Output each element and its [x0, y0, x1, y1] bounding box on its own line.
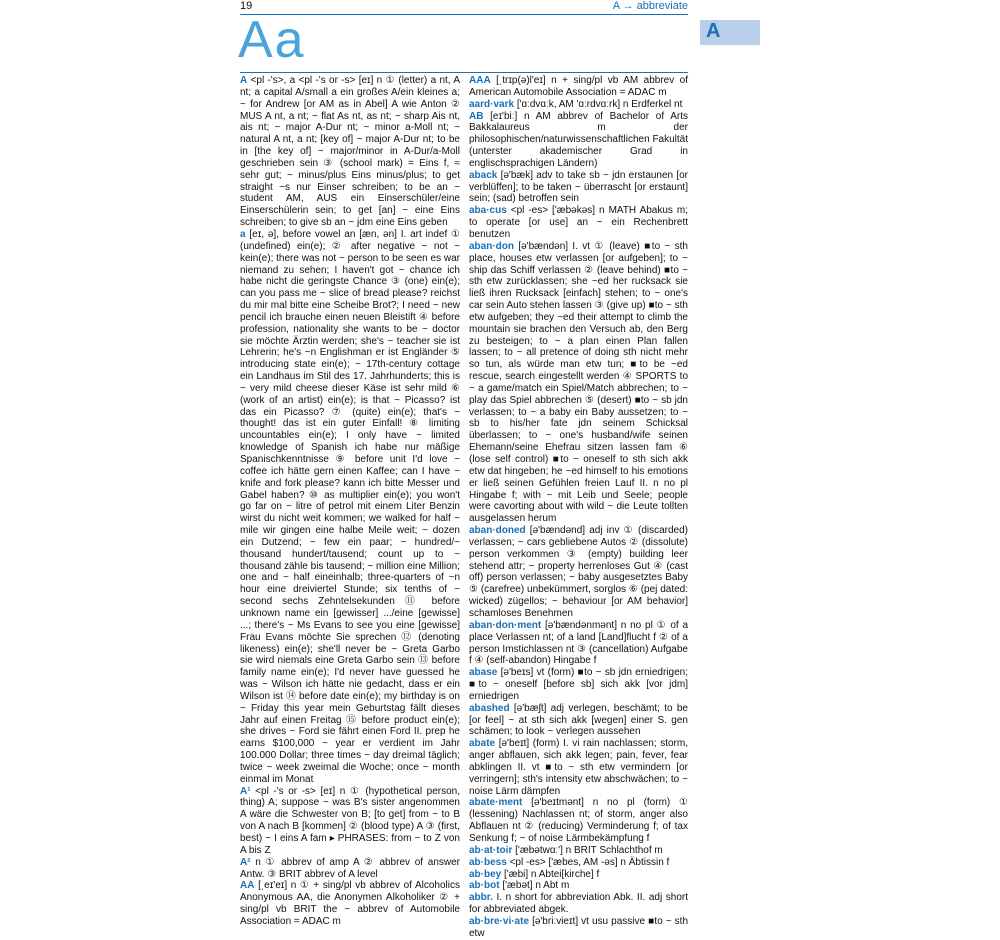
dictionary-entry — [469, 205, 688, 241]
dictionary-entry — [469, 916, 688, 940]
dictionary-entry — [469, 241, 688, 525]
page-number: 19 — [240, 0, 253, 12]
entry-text: [ə'beɪs] vt (form) ■to ~ sb jdn erniedrigen; ■to ~ oneself [before sb] sich akk [vor jdm] erniedrigen — [469, 667, 688, 702]
dictionary-entry — [469, 892, 688, 916]
headword: ab·bre·vi·ate — [469, 915, 530, 927]
dictionary-entry — [469, 845, 688, 857]
dictionary-entry — [469, 703, 688, 739]
entry-text: [eɪ'biː] n AM abbrev of Bachelor of Arts Bakkalaureus m der philosophischen/naturwissenschaftlichen Fakultät (unterster akademischer Grad in englischsprachigen Ländern) — [469, 110, 689, 169]
dictionary-entry — [469, 667, 688, 703]
headword: aback — [469, 169, 498, 181]
entry-text: <pl -'s>, a <pl -'s or -s> [eɪ] n ① (letter) a nt, A nt; a capital A/small a ein großes A/ein kleines a; ~ for Andrew [or AM as in Abel] A wie Anton ② MUS A nt, a nt; ~ flat As nt, as nt; ~ sharp Ais nt, ais nt; ~ major A-Dur nt; ~ minor a-Moll nt; ~ natural A nt, a nt; [key of] ~ major A-Dur nt; to be in [the key of] ~ major/minor in A-Dur/a-Moll geschrieben sein ③ (school mark) = Eins f, ≈ sehr gut; ~ minus/plus Eins minus/plus; to get straight ~s nur Einser schreiben; to be an ~ student AM, AUS ein Einserschüler/eine Einserschülerin sein; to get [an] ~ eine Eins schreiben; to give sb an ~ jdm eine Eins geben — [240, 75, 460, 229]
dictionary-entry — [240, 880, 460, 927]
entry-text: [ə'bændən] I. vt ① (leave) ■to ~ sth place, houses etw verlassen [or aufgeben]; to ~ ship das Schiff verlassen ② (leave behind) ■to ~ sth etw zurücklassen; she ~ed her rucksack sie ließ ihren Rucksack [einfach] stehen; to ~ one's car sein Auto stehen lassen ③ (give up) ■to ~ sth etw aufgeben; they ~ed their attempt to climb the mountain sie brachen den Versuch ab, den Berg zu besteigen; to ~ a plan einen Plan fallen lassen; to ~ all pretence of doing sth nicht mehr so tun, als würde man etw tun; ■to be ~ed rescue, search eingestellt werden ④ SPORTS to ~ a game/match ein Spiel/Match abbrechen; to ~ play das Spiel abbrechen ⑤ (desert) ■to ~ sb jdn verlassen; to ~ a baby ein Baby aussetzen; to ~ sb to his/her fate jdn seinem Schicksal überlassen; to ~ one's husband/wife seinen Ehemann/seine Ehefrau sitzen lassen fam ⑥ (lose self control) ■to ~ oneself to sth sich akk etw dat hingeben; he ~ed himself to his emotions er ließ seinen Gefühlen freien Lauf II. n no pl Hingabe f; with ~ mit Leib und Seele; people were cavorting about with wild ~ die Leute tollten ausgelassen herum — [469, 240, 688, 525]
headword: aba·cus — [469, 205, 507, 217]
headword: ab·bess — [469, 856, 507, 868]
headword: aban·doned — [469, 525, 526, 537]
dictionary-entry — [469, 111, 688, 170]
entry-text: ['æbətwɑː'] n BRIT Schlachthof m — [515, 844, 663, 856]
headword: a — [240, 228, 246, 240]
headword: abase — [469, 667, 498, 679]
headword: AA — [240, 880, 255, 892]
headword: ab·at·toir — [469, 844, 513, 856]
thumb-index-letter: A — [706, 20, 721, 42]
entry-text: [ˌtrɪp(ə)l'eɪ] n + sing/pl vb AM abbrev of American Automobile Association = ADAC m — [469, 75, 688, 98]
dictionary-entry — [469, 99, 688, 111]
section-letter: Aa — [238, 11, 306, 69]
dictionary-entry — [469, 869, 688, 881]
headword: ab·bey — [469, 868, 502, 880]
entry-text: [ˌeɪ'eɪ] n ① + sing/pl vb abbrev of Alcoholics Anonymous AA, die Anonymen Alkoholiker ② + sing/pl vb BRIT the ~ abbrev of Automobile Association = ADAC m — [240, 880, 460, 927]
dictionary-entry — [469, 797, 688, 844]
headword: aban·don·ment — [469, 619, 542, 631]
dictionary-entry — [469, 880, 688, 892]
headword: AB — [469, 110, 484, 122]
dictionary-entry — [469, 170, 688, 206]
entry-text: [ə'beɪtmənt] n no pl (form) ① (lessening) Nachlassen nt; of storm, anger also Abflauen nt ② (reducing) Verminderung f; of tax Senkung f; ~ of noise Lärmbekämpfung f — [469, 797, 688, 844]
top-rule — [240, 14, 688, 15]
dictionary-entry — [469, 525, 688, 620]
dictionary-entry — [469, 620, 688, 667]
entry-text: [ə'bæʃt] adj verlegen, beschämt; to be [or feel] ~ at sth sich akk [wegen] einer S. gen schämen; to look ~ verlegen aussehen — [469, 702, 688, 738]
entry-text: [ə'bændənd] adj inv ① (discarded) verlassen; ~ cars gebliebene Autos ② (dissolute) person verkommen ③ (empty) building leer stehend attr; ~ property herrenloses Gut ④ (cast off) person verlassen; ~ baby ausgesetztes Baby ⑤ (carefree) unbekümmert, sorglos ⑥ (pej dated: wicked) zügellos; ~ behaviour [or AM behavior] schamloses Benehmen — [469, 525, 689, 619]
entry-text: [eɪ, ə], before vowel an [æn, ən] I. art indef ① (undefined) ein(e); ② after negative ~ not ~ kein(e); there was not ~ person to be seen es war niemand zu sehen; I haven't got ~ chance ich habe nicht die geringste Chance ③ (one) ein(e); can you pass me ~ slice of bread please? reichst du mir mal bitte eine Scheibe Brot?; I need ~ new pencil ich brauche einen neuen Bleistift ④ before profession, nationality she wants to be ~ doctor sie möchte Ärztin werden; she's ~ teacher sie ist Lehrerin; he's ~n Englishman er ist Engländer ⑤ introducing state ein(e); ~ 17th-century cottage ein Landhaus im Stil des 17. Jahrhunderts; this is ~ very mild cheese dieser Käse ist sehr mild ⑥ (work of an artist) ein(e); is that ~ Picasso? ist das ein Picasso? ⑦ (quite) ein(e); that's ~ thought! das ist ein guter Einfall! ⑧ limiting uncountables ein(e); I only have ~ limited knowledge of Spanish ich habe nur mäßige Spanischkenntnisse ⑨ before unit I'd love ~ coffee ich hätte gern einen Kaffee; can I have ~ knife and fork please? kann ich bitte Messer und Gabel haben? ⑩ as multiplier ein(e); you won't go far on ~ litre of petrol mit einem Liter Benzin wirst du nicht weit kommen; we walked for half ~ mile wir gingen eine halbe Meile weit; ~ dozen ein Dutzend; ~ few ein paar; ~ hundred/~ thousand hundert/tausend; count up to ~ thousand zähle bis tausend; ~ million eine Million; one and ~ half eineinhalb; three-quarters of ~n hour eine dreiviertel Stunde; six tenths of ~ second sechs Zehntelsekunden ⑪ before unknown name ein [gewisser] .../eine [gewisse] ...; there's ~ Ms Evans to see you eine [gewisse] Frau Evans möchte Sie sprechen ⑫ (denoting likeness) ein(e); she'll never be ~ Greta Garbo sie wird niemals eine Greta Garbo sein ⑬ before family name ein(e); I'd never have guessed he was ~ Wilson ich hätte nie gedacht, dass er ein Wilson ist ⑭ before date ein(e); my birthday is on ~ Friday this year mein Geburtstag fällt dieses Jahr auf einen Freitag ⑮ before product ein(e); she drives ~ Ford sie fährt einen Ford II. prep he earns $100,000 ~ year er verdient im Jahr 100.000 Dollar; three times ~ day dreimal täglich; twice ~ week zweimal die Woche; once ~ month einmal im Monat — [240, 228, 460, 785]
headword: A — [240, 75, 248, 86]
left-column — [240, 75, 460, 927]
headword: AAA — [469, 75, 491, 86]
section-rule — [240, 72, 688, 73]
headword: abashed — [469, 702, 510, 714]
dictionary-entry — [240, 229, 460, 786]
entry-text: [ə'bæk] adv to take sb ~ jdn erstaunen [or verblüffen]; to be taken ~ überrascht [or erstaunt] sein; (sad) betroffen sein — [469, 169, 689, 205]
entry-text: ['æbət] n Abt m — [502, 880, 570, 892]
headword: abate·ment — [469, 797, 523, 809]
headword: A¹ — [240, 785, 251, 797]
entry-text: <pl -'s or -s> [eɪ] n ① (hypothetical person, thing) A; suppose ~ was B's sister angenommen A wäre die Schwester von B; [to get] from ~ to B von A nach B [kommen] ② (blood type) A ③ (first, best) ~ I eins A fam ▸ PHRASES: from ~ to Z von A bis Z — [240, 785, 460, 856]
right-column — [469, 75, 689, 939]
entry-text: <pl -es> ['æbəkəs] n MATH Abakus m; to operate [or use] an ~ ein Rechenbrett benutzen — [469, 205, 688, 240]
dictionary-entry — [469, 857, 688, 869]
headword: aard·vark — [469, 98, 515, 110]
headword: A² — [240, 856, 251, 868]
entry-text: I. n short for abbreviation Abk. II. adj short for abbreviated abgek. — [469, 892, 689, 916]
entry-text: [ə'beɪt] (form) I. vi rain nachlassen; storm, anger abflauen, sich akk legen; pain, fever, fear abklingen II. vt ■to ~ sth etw vermindern [or verringern]; sth's intensity etw abschwächen; to ~ noise Lärm dämpfen — [469, 738, 688, 797]
entry-text: [ə'bændənmənt] n no pl ① of a place Verlassen nt; of a land [Land]flucht f ② of a person Imstichlassen nt ③ (cancellation) Aufgabe f ④ (self-abandon) Hingabe f — [469, 619, 689, 667]
headword: abate — [469, 738, 496, 750]
headword: ab·bot — [469, 880, 500, 892]
entry-text: ['ɑːdvɑːk, AM 'ɑːrdvɑːrk] n Erdferkel nt — [516, 98, 683, 110]
entry-text: n ① abbrev of amp A ② abbrev of answer Antw. ③ BRIT abbrev of A level — [240, 856, 460, 880]
entry-text: [ə'briːvieɪt] vt usu passive ■to ~ sth etw — [469, 915, 688, 939]
entry-text: <pl -es> ['æbes, AM -əs] n Äbtissin f — [509, 856, 670, 868]
dictionary-entry — [469, 75, 688, 99]
headword: abbr. — [469, 892, 493, 904]
dictionary-entry — [240, 857, 460, 881]
dictionary-entry — [469, 738, 688, 797]
dictionary-entry — [240, 786, 460, 857]
dictionary-entry — [240, 75, 460, 229]
running-head: A → abbreviate — [612, 0, 688, 12]
thumb-index-tab[interactable] — [700, 20, 760, 45]
entry-text: ['æbi] n Abtei[kirche] f — [504, 868, 600, 880]
headword: aban·don — [469, 240, 514, 252]
